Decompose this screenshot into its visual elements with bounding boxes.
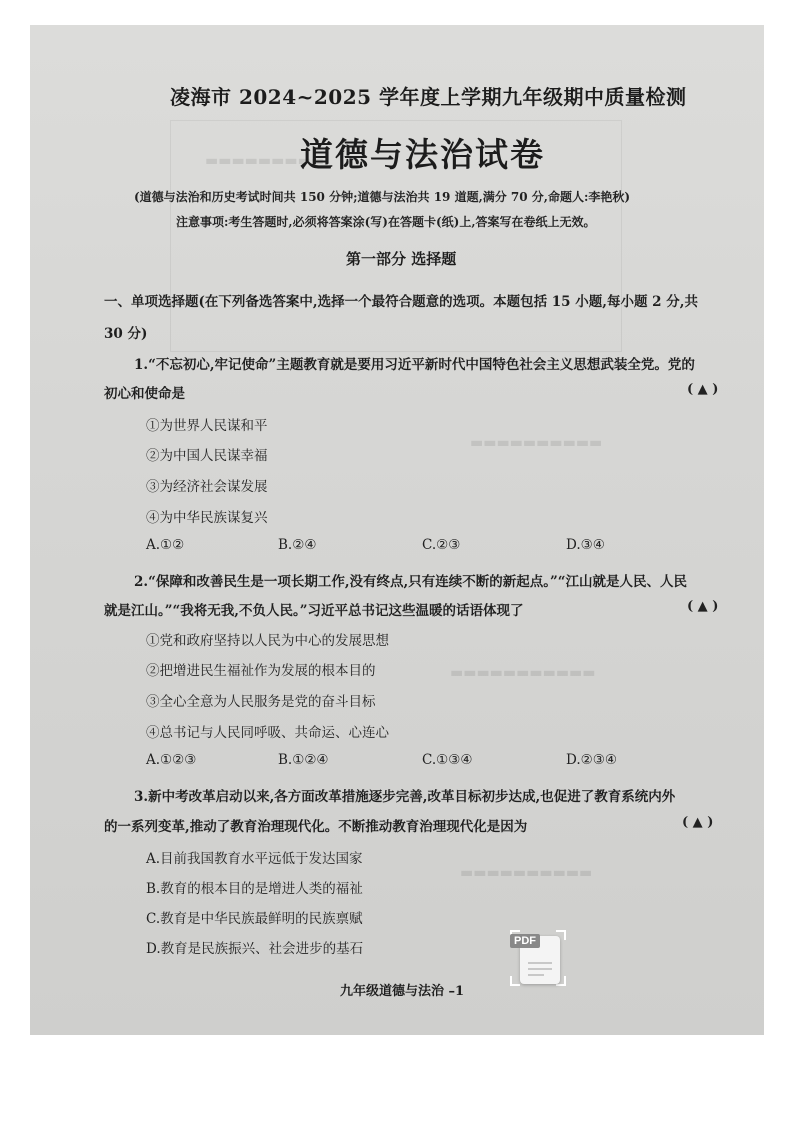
- question-1-choice-a: A.①②: [146, 537, 185, 553]
- answer-placeholder: ( ▲ ): [682, 815, 714, 830]
- question-2-choice-a: A.①②③: [146, 752, 197, 768]
- question-1-choice-b: B.②④: [278, 537, 317, 553]
- exam-info-line: (道德与法治和历史考试时间共 150 分钟;道德与法治共 19 道题,满分 70 分,命题人:李艳秋): [134, 190, 631, 204]
- question-3-choice-a: A.目前我国教育水平远低于发达国家: [146, 851, 363, 867]
- section-instructions-cont: 30 分): [104, 326, 148, 342]
- bleed-through-text: ▬▬▬▬▬▬▬▬▬▬: [460, 865, 593, 881]
- question-2-item: ③全心全意为人民服务是党的奋斗目标: [146, 694, 376, 710]
- question-2-stem-cont: 就是江山。”“我将无我,不负人民。”习近平总书记这些温暖的话语体现了: [104, 603, 524, 619]
- answer-placeholder: ( ▲ ): [687, 382, 719, 397]
- question-1-item: ③为经济社会谋发展: [146, 479, 268, 495]
- bleed-through-text: ▬▬▬▬▬▬▬▬▬: [205, 153, 325, 169]
- question-1-item: ④为中华民族谋复兴: [146, 510, 268, 526]
- page-footer: 九年级道德与法治 –1: [340, 984, 465, 999]
- pdf-label: PDF: [510, 934, 540, 948]
- question-1-choice-c: C.②③: [422, 537, 461, 553]
- exam-subject-title: 道德与法治试卷: [300, 135, 545, 174]
- part-title: 第一部分 选择题: [346, 250, 457, 268]
- question-2-stem: 2.“保障和改善民生是一项长期工作,没有终点,只有连续不断的新起点。”“江山就是人民、人民: [134, 574, 688, 590]
- question-1-stem: 1.“不忘初心,牢记使命”主题教育就是要用习近平新时代中国特色社会主义思想武装全党。党的: [134, 357, 695, 373]
- question-3-stem-cont: 的一系列变革,推动了教育治理现代化。不断推动教育治理现代化是因为: [104, 819, 528, 835]
- question-3-stem: 3.新中考改革启动以来,各方面改革措施逐步完善,改革目标初步达成,也促进了教育系统内外: [134, 789, 676, 805]
- scanned-exam-page: [30, 25, 764, 1035]
- exam-notice-line: 注意事项:考生答题时,必须将答案涂(写)在答题卡(纸)上,答案写在卷纸上无效。: [176, 215, 596, 229]
- question-2-item: ②把增进民生福祉作为发展的根本目的: [146, 663, 376, 679]
- exam-header-title: 凌海市 2024~2025 学年度上学期九年级期中质量检测: [170, 85, 687, 109]
- question-2-choice-b: B.①②④: [278, 752, 329, 768]
- question-1-item: ②为中国人民谋幸福: [146, 448, 268, 464]
- answer-placeholder: ( ▲ ): [687, 599, 719, 614]
- question-1-item: ①为世界人民谋和平: [146, 418, 268, 434]
- question-2-choice-c: C.①③④: [422, 752, 473, 768]
- section-instructions: 一、单项选择题(在下列备选答案中,选择一个最符合题意的选项。本题包括 15 小题,每小题 2 分,共: [104, 294, 698, 310]
- question-1-choice-d: D.③④: [566, 537, 605, 553]
- question-3-choice-d: D.教育是民族振兴、社会进步的基石: [146, 941, 364, 957]
- question-2-choice-d: D.②③④: [566, 752, 617, 768]
- question-1-stem-cont: 初心和使命是: [104, 386, 185, 402]
- pdf-file-icon[interactable]: [510, 930, 566, 986]
- question-3-choice-b: B.教育的根本目的是增进人类的福祉: [146, 881, 363, 897]
- question-2-item: ④总书记与人民同呼吸、共命运、心连心: [146, 725, 389, 741]
- question-2-item: ①党和政府坚持以人民为中心的发展思想: [146, 633, 389, 649]
- question-3-choice-c: C.教育是中华民族最鲜明的民族禀赋: [146, 911, 363, 927]
- bleed-through-text: ▬▬▬▬▬▬▬▬▬▬: [470, 435, 603, 451]
- bleed-through-text: ▬▬▬▬▬▬▬▬▬▬▬: [450, 665, 596, 681]
